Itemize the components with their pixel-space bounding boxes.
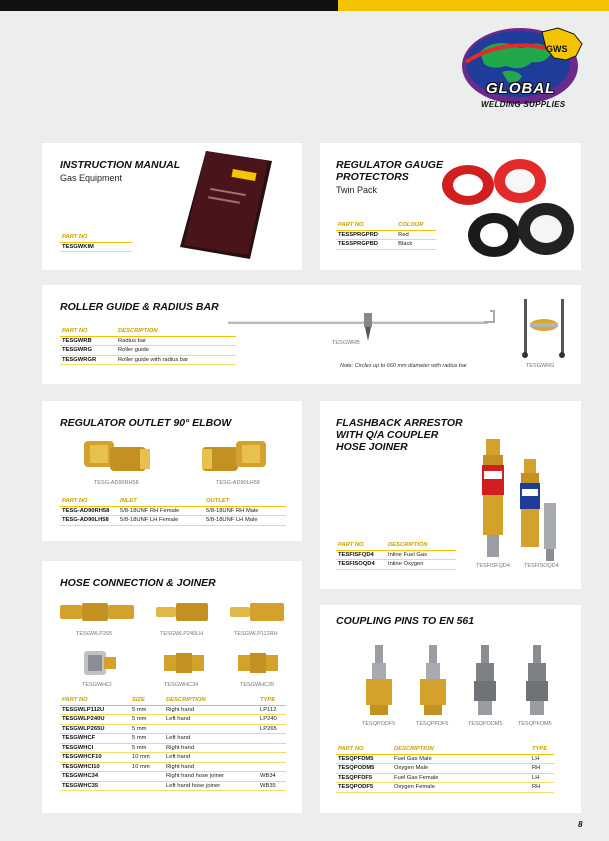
size-cell: 10 mm <box>130 762 164 772</box>
type-cell: LP112 <box>258 705 286 715</box>
instruction-manual-table <box>60 233 132 252</box>
header-part-no: PART NO <box>60 696 130 705</box>
part-no-cell: TESGWHCF <box>60 734 130 744</box>
radius-bar-icon <box>228 307 498 347</box>
size-cell: 5 mm <box>130 743 164 753</box>
coupling-pin-fdm5-icon <box>522 645 552 715</box>
table-row <box>60 715 286 725</box>
header-part-no: PART NO <box>60 233 132 242</box>
coupling-pins-table <box>336 745 554 793</box>
outlet-cell: 5/8-18UNF LH Male <box>204 516 286 526</box>
radius-bar-caption: TESGWRB <box>332 340 360 346</box>
page-number: 8 <box>578 820 583 829</box>
table-row <box>60 355 236 365</box>
part-no-cell: TESG-AD90RH58 <box>60 506 118 516</box>
description-cell: Right hand <box>164 705 258 715</box>
part-no-cell: TESGWHCI10 <box>60 762 130 772</box>
table-row <box>60 753 286 763</box>
type-cell: LP265 <box>258 724 286 734</box>
header-description: DESCRIPTION <box>164 696 258 705</box>
description-cell: Oxygen Male <box>392 764 530 774</box>
flashback-card <box>320 401 581 589</box>
description-cell: Radius bar <box>116 336 236 346</box>
coupling-pins-card <box>320 605 581 813</box>
header-description: DESCRIPTION <box>386 541 456 550</box>
flashback-title-line1: FLASHBACK ARRESTOR <box>336 417 463 429</box>
header-description: DESCRIPTION <box>116 327 236 336</box>
roller-guide-icon <box>520 297 568 361</box>
flashback-title-line2: WITH Q/A COUPLER <box>336 429 439 441</box>
hose-connection-table <box>60 696 286 791</box>
colour-cell: Black <box>396 240 436 250</box>
gauge-protectors-title-line1: REGULATOR GAUGE <box>336 159 443 171</box>
outlet-elbow-title: REGULATOR OUTLET 90° ELBOW <box>60 417 232 429</box>
description-cell: Roller guide <box>116 346 236 356</box>
type-cell: LP240 <box>258 715 286 725</box>
table-row <box>60 242 132 252</box>
size-cell <box>130 772 164 782</box>
outlet-elbow-table <box>60 497 286 526</box>
part-no-cell: TESQPFDF5 <box>336 773 392 783</box>
coupling-pin-fdf5-caption: TESQPFDF5 <box>416 721 449 727</box>
description-cell: Left hand <box>164 734 258 744</box>
header-part-no: PART NO <box>336 221 396 230</box>
size-cell: 5 mm <box>130 705 164 715</box>
gauge-protectors-subtitle: Twin Pack <box>336 185 378 195</box>
type-cell: RH <box>530 783 554 793</box>
table-row <box>336 560 456 570</box>
outlet-cell: 5/8-18UNF RH Male <box>204 506 286 516</box>
part-no-cell: TESGWHCF10 <box>60 753 130 763</box>
description-cell: Left hand <box>164 753 258 763</box>
part-no-cell: TESFISOQD4 <box>336 560 386 570</box>
description-cell: Oxygen Female <box>392 783 530 793</box>
table-row <box>336 230 436 240</box>
table-row <box>60 346 236 356</box>
type-cell: RH <box>530 764 554 774</box>
table-row <box>336 773 554 783</box>
header-part-no: PART NO <box>336 745 392 754</box>
size-cell: 5 mm <box>130 715 164 725</box>
elbow-lh-caption: TESG-AD90LH58 <box>216 480 260 486</box>
table-row <box>336 783 554 793</box>
table-row <box>336 754 554 764</box>
part-no-cell: TESGWRB <box>60 336 116 346</box>
type-cell: LH <box>530 754 554 764</box>
coupling-pin-fdf5-icon <box>418 645 448 715</box>
coupling-pin-odf5-caption: TESQPODF5 <box>362 721 396 727</box>
instruction-manual-card <box>42 143 302 270</box>
outlet-elbow-card <box>42 401 302 541</box>
table-row <box>60 762 286 772</box>
inlet-cell: 5/8-18UNF LH Female <box>118 516 204 526</box>
roller-guide-card <box>42 285 581 384</box>
description-cell: Inline Oxygen <box>386 560 456 570</box>
description-cell: Right hand <box>164 762 258 772</box>
coupling-pins-title: COUPLING PINS TO EN 561 <box>336 615 475 627</box>
hose-hci-caption: TESGWHCI <box>82 682 112 688</box>
coupling-pin-odf5-icon <box>364 645 394 715</box>
type-cell: WB35 <box>258 781 286 791</box>
instruction-manual-title: INSTRUCTION MANUAL <box>60 159 181 171</box>
header-size: SIZE <box>130 696 164 705</box>
table-row <box>60 743 286 753</box>
table-row <box>60 516 286 526</box>
header-description: DESCRIPTION <box>392 745 530 754</box>
size-cell: 5 mm <box>130 724 164 734</box>
part-no-cell: TESQPODF5 <box>336 783 392 793</box>
description-cell: Fuel Gas Female <box>392 773 530 783</box>
roller-guide-note: Note: Circles up to 660 mm diameter with radius bar <box>340 363 467 369</box>
hose-hc34-caption: TESGWHC34 <box>164 682 199 688</box>
table-row <box>336 550 456 560</box>
part-no-cell: TESQPFDM5 <box>336 754 392 764</box>
logo-badge: GWS <box>546 44 568 54</box>
hose-connection-title: HOSE CONNECTION & JOINER <box>60 577 216 589</box>
flashback-fuel-caption: TESFISFQD4 <box>476 563 510 569</box>
part-no-cell: TESSPRGPRD <box>336 230 396 240</box>
description-cell: Right hand <box>164 743 258 753</box>
header-type: TYPE <box>258 696 286 705</box>
type-cell: LH <box>530 773 554 783</box>
header-type: TYPE <box>530 745 554 754</box>
table-row <box>60 705 286 715</box>
header-inlet: INLET <box>118 497 204 506</box>
part-no-cell: TESG-AD90LH58 <box>60 516 118 526</box>
hose-lp240lh-caption: TESGWLP240LH <box>160 631 204 637</box>
type-cell <box>258 762 286 772</box>
colour-cell: Red <box>396 230 436 240</box>
part-no-cell: TESGWLP112U <box>60 705 130 715</box>
description-cell: Inline Fuel Gas <box>386 550 456 560</box>
hose-hc35-icon <box>238 651 278 675</box>
hose-lp240lh-icon <box>156 601 210 623</box>
header-part-no: PART NO <box>336 541 386 550</box>
instruction-manual-subtitle: Gas Equipment <box>60 173 123 183</box>
hose-lp265-icon <box>60 601 136 623</box>
description-cell: Fuel Gas Male <box>392 754 530 764</box>
coupling-pin-odm5-icon <box>470 645 500 715</box>
gauge-protector-black-icon <box>468 201 576 261</box>
gauge-protectors-title-line2: PROTECTORS <box>336 171 409 183</box>
roller-guide-title: ROLLER GUIDE & RADIUS BAR <box>60 301 219 313</box>
hose-hc35-caption: TESGWHC35 <box>240 682 275 688</box>
table-row <box>60 724 286 734</box>
part-no-cell: TESGWHC35 <box>60 781 130 791</box>
header-outlet: OUTLET <box>204 497 286 506</box>
part-no-cell: TESFISFQD4 <box>336 550 386 560</box>
table-row <box>60 506 286 516</box>
logo-wordmark: GLOBAL <box>486 80 556 97</box>
flashback-arrestor-fuel-icon <box>480 439 506 563</box>
roller-guide-caption: TESGWRG <box>526 363 555 369</box>
size-cell: 5 mm <box>130 734 164 744</box>
part-no-cell: TESGWHCI <box>60 743 130 753</box>
logo-tagline: WELDING SUPPLIES <box>481 100 566 109</box>
part-no-cell: TESGWRGR <box>60 355 116 365</box>
gauge-protectors-table <box>336 221 436 250</box>
table-row <box>60 781 286 791</box>
type-cell <box>258 743 286 753</box>
size-cell: 10 mm <box>130 753 164 763</box>
type-cell: WB34 <box>258 772 286 782</box>
description-cell: Right hand hose joiner <box>164 772 258 782</box>
description-cell: Roller guide with radius bar <box>116 355 236 365</box>
table-row <box>60 734 286 744</box>
coupling-pin-odm5-caption: TESQPODM5 <box>468 721 503 727</box>
header-part-no: PART NO <box>60 497 118 506</box>
hose-hci-icon <box>82 647 118 679</box>
gauge-protectors-card <box>320 143 581 270</box>
instruction-manual-book-icon <box>180 151 272 259</box>
top-bar-black <box>0 0 338 11</box>
part-no-cell: TESSPRGPBD <box>336 240 396 250</box>
table-row <box>60 772 286 782</box>
coupling-pin-fdm5-caption: TESQPFDM5 <box>518 721 552 727</box>
hose-hc34-icon <box>164 651 204 675</box>
hose-lp265-caption: TESGWLP265 <box>76 631 113 637</box>
table-row <box>336 240 436 250</box>
top-bar-yellow <box>338 0 609 11</box>
header-part-no: PART NO <box>60 327 116 336</box>
inlet-cell: 5/8-18UNF RH Female <box>118 506 204 516</box>
flashback-title-line3: HOSE JOINER <box>336 441 408 453</box>
description-cell: Left hand hose joiner <box>164 781 258 791</box>
elbow-lh-icon <box>198 435 272 479</box>
part-no-cell: TESGWHC34 <box>60 772 130 782</box>
size-cell <box>130 781 164 791</box>
type-cell <box>258 734 286 744</box>
header-colour: COLOUR <box>396 221 436 230</box>
description-cell: Left hand <box>164 715 258 725</box>
flashback-table <box>336 541 456 570</box>
part-no-cell: TESGWLP240U <box>60 715 130 725</box>
part-no-cell: TESGWKIM <box>60 242 132 252</box>
elbow-rh-caption: TESG-AD90RH58 <box>94 480 139 486</box>
type-cell <box>258 753 286 763</box>
flashback-oxygen-caption: TESFISOQD4 <box>524 563 559 569</box>
hose-lp112rh-icon <box>230 601 286 623</box>
hose-lp112rh-caption: TESGWLP112RH <box>234 631 278 637</box>
hose-connection-card <box>42 561 302 813</box>
table-row <box>60 336 236 346</box>
roller-guide-table <box>60 327 236 365</box>
part-no-cell: TESGWRG <box>60 346 116 356</box>
part-no-cell: TESQPODM5 <box>336 764 392 774</box>
table-row <box>336 764 554 774</box>
elbow-rh-icon <box>80 435 154 479</box>
flashback-arrestor-oxygen-icon <box>518 459 562 563</box>
description-cell <box>164 724 258 734</box>
part-no-cell: TESGWLP265U <box>60 724 130 734</box>
